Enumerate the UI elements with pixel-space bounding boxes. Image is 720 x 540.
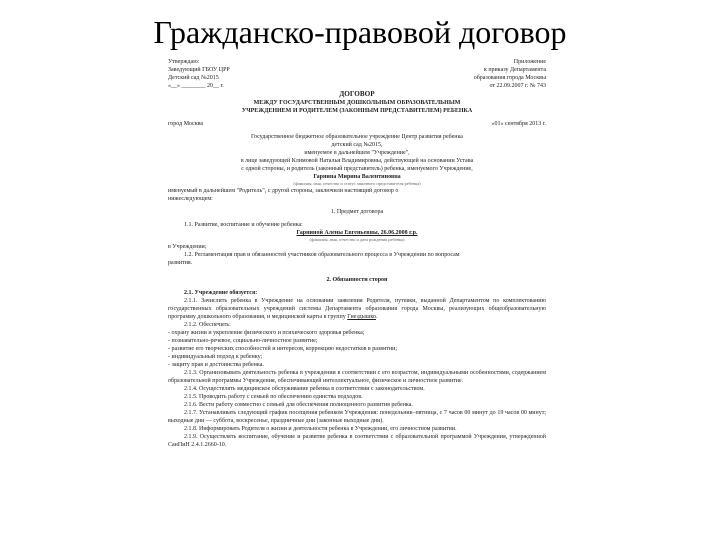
child-name: Гарниной Алены Евгеньевны, 26.06.2008 г.р. <box>296 230 418 236</box>
clause-2-1-3: 2.1.3. Организовывать деятельность ребенка в учреждении в соответствии с его возрастом, индивидуальными особенностями, содержанием образовательной программы Учреждения, обеспечивающей интеллектуальное, физическое и личностное развитие. <box>168 370 546 384</box>
doc-subtitle-2: УЧРЕЖДЕНИЕМ И РОДИТЕЛЕМ (ЗАКОННЫМ ПРЕДСТАВИТЕЛЕМ) РЕБЕНКА <box>241 108 473 114</box>
intro-line: именуемый в дальнейшем "Родитель", с другой стороны, заключили настоящий договор о <box>168 188 399 194</box>
doc-date: «01» сентября 2013 г. <box>491 121 546 127</box>
slide-title: Гражданско-правовой договор <box>153 14 567 50</box>
appendix-line: к приказу Департамента <box>483 67 546 73</box>
parent-hint: (фамилия, имя, отчество и статус законного представителя ребенка) <box>293 181 421 186</box>
appendix-line: Приложение <box>513 59 546 65</box>
intro-line: Государственное бюджетное образовательное учреждение Центр развития ребенка <box>251 134 463 140</box>
approved-line: Детский сад №2015 <box>168 75 219 81</box>
clause-2-1-2: 2.1.2. Обеспечить: <box>184 322 231 328</box>
intro-line: нижеследующем: <box>168 196 213 202</box>
clause-1-2-end: развития. <box>168 260 193 266</box>
bullet-item: - охрану жизни и укрепление физического и психического здоровья ребенка; <box>168 330 365 336</box>
doc-header <box>168 58 546 90</box>
clause-2-1-9: 2.1.9. Осуществлять воспитание, обучение и развитие ребенка в соответствии с образовательной программой Учреждения, утвержденной СанПиН 2.4.1.2660-10. <box>168 434 546 448</box>
approved-line: «__» ________ 20__ г. <box>168 83 224 89</box>
place-date-row <box>168 120 546 128</box>
clause-2-1: 2.1. Учреждение обязуется: <box>184 290 258 296</box>
doc-subtitle-1: МЕЖДУ ГОСУДАРСТВЕННЫМ ДОШКОЛЬНЫМ ОБРАЗОВАТЕЛЬНЫМ <box>253 100 461 106</box>
child-hint: (фамилия, имя, отчество и дата рождения ребенка) <box>309 237 405 242</box>
appendix-block <box>365 58 546 90</box>
clause-2-1-4: 2.1.4. Осуществлять медицинское обслуживание ребенка в соответствии с законодательством. <box>184 386 425 392</box>
clause-2-1-1: 2.1.1. Зачислить ребенка в Учреждение на основании заявления Родителя, путевки, выданной Департаментом по комплектованию государственных образовательных учреждений системы Департамента образования города Москвы, реализующих общеобразовательную программу дошкольного образования, и медицинской карты в группу Гнездышко. <box>168 298 546 320</box>
clause-2-1-1-text: 2.1.1. Зачислить ребенка в Учреждение на основании заявления Родителя, путевки, выданной Департаментом по комплектованию государственных образовательных учреждений системы Департамента образования города Москвы, реализующих общеобразовательную программу дошкольного образования, и медицинской карты в группу <box>168 298 546 320</box>
clause-2-1-5: 2.1.5. Проводить работу с семьей по обеспечению единства подходов. <box>184 394 363 400</box>
bullet-item: - познавательно-речевое, социально-личностное развитие; <box>168 338 318 344</box>
clause-2-1-6: 2.1.6. Вести работу совместно с семьей для обеспечения полноценного развития ребенка. <box>184 402 413 408</box>
intro-line: в лице заведующей Климовой Натальи Владимировны, действующей на основании Устава <box>240 158 474 164</box>
bullet-item: - развитие его творческих способностей и интересов, коррекцию недостатков в развитии; <box>168 346 398 352</box>
section-1-title: 1. Предмет договора <box>330 209 384 215</box>
contract-document <box>168 58 546 536</box>
clause-2-1-7: 2.1.7. Устанавливать следующий график посещения ребенком Учреждения: понедельник–пятница, с 7 часов 00 минут до 19 часов 00 минут; выходные дни — суббота, воскресенье, праздничные дни (законные выходные дни). <box>168 410 546 424</box>
section-2-title: 2. Обязанности сторон <box>326 277 388 283</box>
clause-1-1: 1.1. Развитие, воспитание и обучение ребенка: <box>184 222 303 228</box>
approved-line: Утверждаю: <box>168 59 200 65</box>
appendix-line: от 22.09.2007 г. № 743 <box>489 83 546 89</box>
parent-name: Гарнина Мирина Валентиновна <box>313 174 401 180</box>
doc-title: ДОГОВОР <box>339 90 375 98</box>
bullet-item: - защиту прав и достоинства ребенка. <box>168 362 264 368</box>
approved-block <box>168 58 349 90</box>
doc-city: город Москва <box>168 121 204 127</box>
intro-line: с одной стороны, и родитель (законный представитель) ребенка, именуемого Учреждение, <box>241 166 473 172</box>
bullet-item: - индивидуальный подход к ребенку; <box>168 354 263 360</box>
clause-1-2: 1.2. Регламентация прав и обязанностей участников образовательного процесса в Учреждении по вопросам <box>184 252 460 258</box>
intro-line: именуемое в дальнейшем "Учреждение", <box>304 150 410 156</box>
approved-line: Заведующий ГБОУ ЦРР <box>168 67 230 73</box>
clause-2-1-8: 2.1.8. Информировать Родителя о жизни и деятельности ребенка в Учреждении, его личностном развитии. <box>184 426 457 432</box>
clause-1-place: в Учреждении; <box>168 244 207 250</box>
intro-line: детский сад №2015, <box>331 142 383 148</box>
appendix-line: образования города Москвы <box>473 75 546 81</box>
group-name: Гнездышко <box>347 314 376 320</box>
